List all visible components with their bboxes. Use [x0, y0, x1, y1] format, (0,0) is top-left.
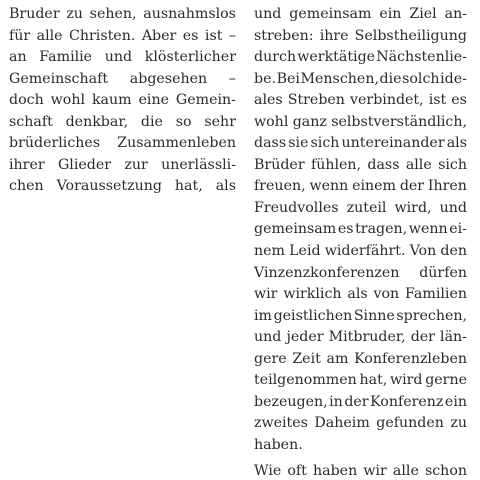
text-line: Brüder fühlen, dass alle sich — [254, 156, 467, 173]
paragraph — [254, 461, 467, 480]
text-line: gemeinsam es tragen, wenn ei- — [254, 221, 467, 238]
text-line: und gemeinsam ein Ziel an- — [254, 6, 467, 22]
text-line: wir wirklich als von Familien — [254, 286, 467, 303]
text-line: haben. — [254, 436, 303, 453]
text-line: ales Streben verbindet, ist es — [254, 92, 467, 109]
text-line: nem Leid widerfährt. Von den — [254, 243, 467, 260]
text-line: Wie oft haben wir alle schon — [254, 463, 467, 480]
text-line: dass sie sich untereinander als — [254, 135, 467, 152]
text-line: schaft denkbar, die so sehr — [9, 113, 236, 130]
text-line: zweites Daheim gefunden zu — [254, 415, 467, 432]
right-text-column — [254, 4, 467, 480]
text-line: bezeugen, in der Konferenz ein — [254, 393, 467, 410]
text-line: im geistlichen Sinne sprechen, — [254, 307, 467, 324]
left-text-column — [9, 4, 236, 198]
text-line: teilgenommen hat, wird gerne — [254, 372, 467, 389]
text-line: und jeder Mitbruder, der län- — [254, 329, 467, 346]
text-line: chen Voraussetzung hat, als — [9, 178, 236, 195]
text-line: Vinzenzkonferenzen dürfen — [254, 264, 467, 281]
text-line: Bruder zu sehen, ausnahmslos — [9, 6, 236, 22]
text-line: wohl ganz selbstverständlich, — [254, 113, 467, 130]
text-line: an Familie und klösterlicher — [9, 49, 236, 66]
text-line: Gemeinschaft abgesehen – — [9, 70, 236, 87]
text-line: freuen, wenn einem der Ihren — [254, 178, 467, 195]
text-line: Freudvolles zuteil wird, und — [254, 199, 467, 216]
paragraph — [254, 4, 467, 456]
text-line: streben: ihre Selbstheiligung — [254, 27, 467, 44]
text-line: ihrer Glieder zur unerlässli- — [9, 156, 236, 173]
text-line: brüderliches Zusammenleben — [9, 135, 236, 152]
text-line: gere Zeit am Konferenzleben — [254, 350, 467, 367]
text-line: be. Bei Menschen, die solch ide- — [254, 70, 467, 87]
text-line: durch werktätige Nächstenlie- — [254, 49, 467, 66]
text-line: doch wohl kaum eine Gemein- — [9, 92, 236, 109]
text-line: für alle Christen. Aber es ist – — [9, 27, 236, 44]
